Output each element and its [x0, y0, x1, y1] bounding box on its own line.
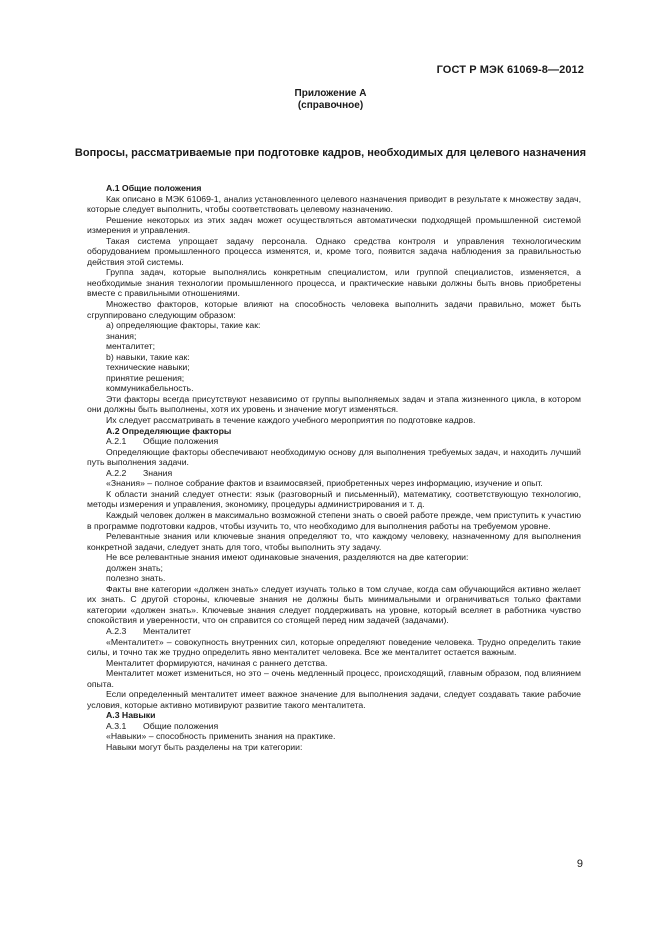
section-title: Вопросы, рассматриваемые при подготовке кадров, необходимых для целевого назначения: [74, 147, 587, 159]
paragraph: Группа задач, которые выполнялись конкретным специалистом, или группой специалистов, изменяется, а необходимые знания технологии промышленного процесса, и практические навыки должны быть вновь приобретены вместе с правильными отношениями.: [87, 267, 581, 299]
list-item: принятие решения;: [106, 372, 185, 383]
paragraph: Как описано в МЭК 61069-1, анализ установленного целевого назначения приводит в результате к множеству задач, которые следует выполнить, чтобы соответствовать целевому назначению.: [87, 193, 581, 215]
paragraph: Их следует рассматривать в течение каждого учебного мероприятия по подготовке кадров.: [106, 415, 476, 426]
section-heading: А.3 Навыки: [106, 710, 156, 721]
paragraph: «Менталитет» – совокупность внутренних сил, которые определяют поведение человека. Трудно определить такие силы, и точно так же трудно определить явно менталитет человека. Все же менталитет остается важным.: [87, 636, 581, 658]
subsection-number: А.3.1: [106, 720, 127, 731]
paragraph: К области знаний следует отнести: язык (разговорный и письменный), математику, соответствующую технологию, методы измерения и управления, экономику, процедуры администрирования и т. д.: [87, 488, 581, 510]
list-item: а) определяющие факторы, такие как:: [106, 320, 261, 331]
subsection-number: А.2.1: [106, 436, 127, 447]
paragraph: Эти факторы всегда присутствуют независимо от группы выполняемых задач и этапа жизненного цикла, в котором они должны быть выполнены, хотя их уровень и значение могут изменяться.: [87, 393, 581, 415]
list-item: менталитет;: [106, 341, 156, 352]
list-item: должен знать;: [106, 562, 163, 573]
list-item: коммуникабельность.: [106, 383, 194, 394]
subsection-number: А.2.2: [106, 467, 127, 478]
subsection-heading: [87, 626, 581, 637]
list-item: b) навыки, такие как:: [106, 351, 190, 362]
annex-kind: (справочное): [297, 100, 364, 111]
paragraph: Релевантные знания или ключевые знания определяют то, что каждому человеку, назначенному для выполнения конкретной задачи, следует знать для того, чтобы выполнить эту задачу.: [87, 531, 581, 552]
paragraph: «Навыки» – способность применить знания на практике.: [106, 731, 336, 742]
annex-heading: [0, 88, 661, 112]
subsection-number: А.2.3: [106, 625, 127, 636]
section-heading: А.2 Определяющие факторы: [106, 425, 232, 436]
paragraph: Факты вне категории «должен знать» следует изучать только в том случае, когда сам обучающийся активно желает их знать. С другой стороны, ключевые знания не должны быть минимальными и ограничиваться только фактами категории «должен знать». Ключевые знания следует поддерживать на уровне, который вселяет в работника чувство спокойствия и уверенности, что он справится со стоящей перед ним задачей (задачами).: [87, 583, 581, 626]
paragraph: Менталитет формируются, начиная с раннего детства.: [106, 657, 328, 668]
list-item: технические навыки;: [106, 362, 190, 373]
paragraph: Не все релевантные знания имеют одинаковые значения, разделяются на две категории:: [106, 552, 469, 563]
subsection-title: Общие положения: [143, 720, 219, 731]
subsection-title: Менталитет: [143, 625, 192, 636]
paragraph: «Знания» – полное собрание фактов и взаимосвязей, приобретенных через информацию, изучение и опыт.: [106, 478, 543, 489]
document-body: [87, 183, 581, 753]
paragraph: Если определенный менталитет имеет важное значение для выполнения задачи, следует создавать такие рабочие условия, которые активно мотивируют развитие такого менталитета.: [87, 689, 581, 710]
list-item: полезно знать.: [106, 573, 166, 584]
subsection-heading: [87, 721, 581, 732]
paragraph: Каждый человек должен в максимально возможной степени знать о своей работе прежде, чем приступить к участию в программе подготовки кадров, чтобы изучить то, что необходимо для выполнения работы на требуемом уровне.: [87, 509, 581, 531]
list-item: знания;: [106, 330, 137, 341]
standard-designation: ГОСТ Р МЭК 61069-8—2012: [436, 64, 584, 76]
subsection-heading: [87, 468, 581, 479]
paragraph: Менталитет может измениться, но это – очень медленный процесс, происходящий, главным образом, под влиянием опыта.: [87, 668, 581, 689]
paragraph: Решение некоторых из этих задач может осуществляться автоматически подходящей промышленной системой измерения и управления.: [87, 214, 581, 236]
annex-title: Приложение А: [294, 88, 367, 99]
subsection-heading: [87, 436, 581, 447]
paragraph: Множество факторов, которые влияют на способность человека выполнить задачи правильно, может быть сгруппировано следующим образом:: [87, 299, 581, 320]
paragraph: Определяющие факторы обеспечивают необходимую основу для выполнения требуемых задач, и находить лучший путь выполнения задачи.: [87, 446, 581, 468]
subsection-title: Общие положения: [143, 436, 219, 447]
paragraph: Такая система упрощает задачу персонала. Однако средства контроля и управления технологическим оборудованием промышленного процесса изменятся, и, кроме того, появится задача наблюдения за правильностью действия этой системы.: [87, 235, 581, 267]
subsection-title: Знания: [143, 467, 173, 478]
page-number: 9: [576, 858, 583, 870]
section-heading: А.1 Общие положения: [106, 183, 202, 193]
paragraph: Навыки могут быть разделены на три категории:: [106, 741, 303, 752]
